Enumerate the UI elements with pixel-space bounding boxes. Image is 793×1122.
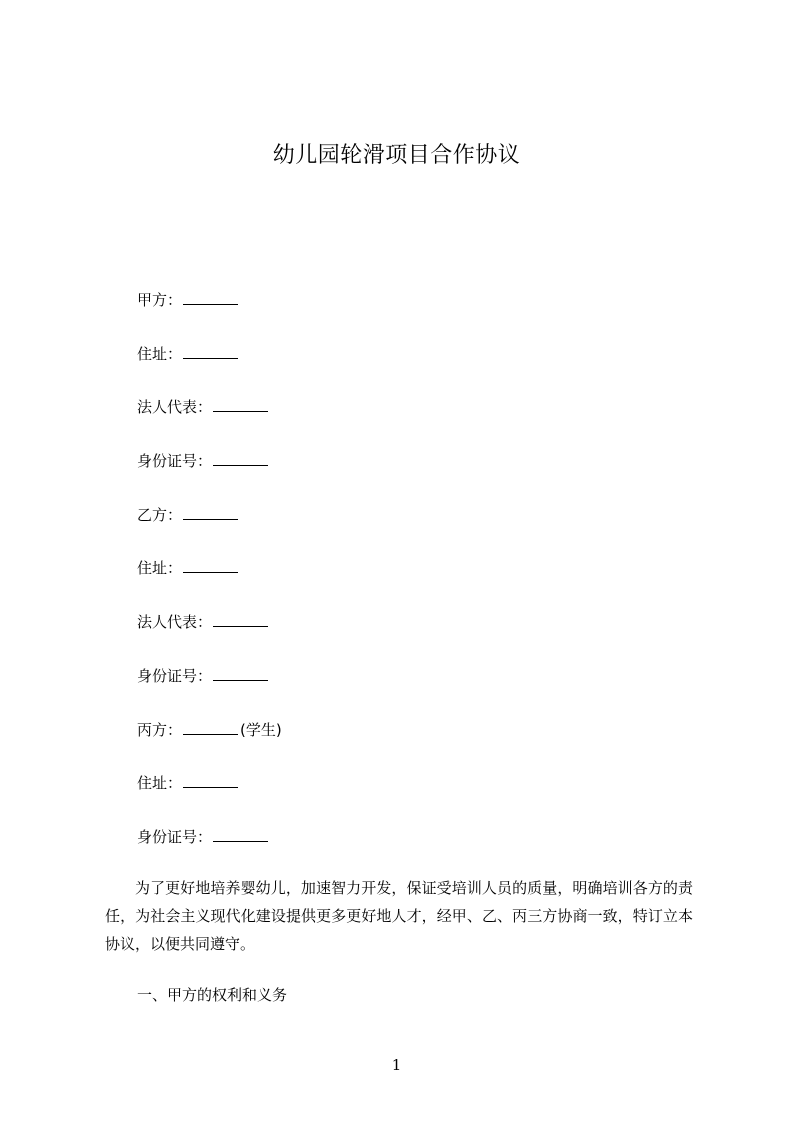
- field-label: 甲方：: [137, 291, 183, 309]
- document-title: 幼儿园轮滑项目合作协议: [272, 143, 521, 168]
- fill-in-blank: [183, 773, 238, 788]
- field-label: 丙方：: [137, 720, 183, 739]
- field-label: 住址：: [137, 344, 183, 363]
- party-field: [137, 289, 282, 343]
- fill-in-blank: [213, 451, 268, 466]
- fill-in-blank: [183, 720, 238, 735]
- party-field: [137, 665, 282, 719]
- field-suffix: (学生): [240, 720, 282, 739]
- field-label: 住址：: [137, 559, 183, 578]
- page-number: 1: [391, 1056, 402, 1074]
- field-label: 身份证号：: [137, 452, 213, 471]
- field-label: 乙方：: [137, 505, 183, 524]
- party-field: [137, 343, 282, 397]
- party-field: [137, 557, 282, 611]
- section-heading: 一、甲方的权利和义务: [137, 986, 288, 1004]
- fill-in-blank: [183, 558, 238, 573]
- field-label: 法人代表：: [137, 613, 213, 632]
- party-field: [137, 719, 282, 773]
- party-field: [137, 826, 282, 880]
- fill-in-blank: [213, 397, 268, 412]
- field-label: 法人代表：: [137, 398, 213, 417]
- field-label: 身份证号：: [137, 666, 213, 685]
- field-label: 身份证号：: [137, 827, 213, 846]
- fill-in-blank: [213, 666, 268, 681]
- field-label: 住址：: [137, 774, 183, 793]
- party-field: [137, 772, 282, 826]
- party-field: [137, 396, 282, 450]
- intro-paragraph: 为了更好地培养婴幼儿，加速智力开发，保证受培训人员的质量，明确培训各方的责任，为社会主义现代化建设提供更多更好地人才，经甲、乙、丙三方协商一致，特订立本协议，以便共同遵守。: [105, 879, 693, 953]
- fill-in-blank: [213, 827, 268, 842]
- fill-in-blank: [213, 612, 268, 627]
- party-field: [137, 504, 282, 558]
- fill-in-blank: [183, 505, 238, 520]
- party-field-list: [137, 289, 282, 880]
- party-field: [137, 611, 282, 665]
- party-field: [137, 450, 282, 504]
- fill-in-blank: [183, 290, 238, 305]
- fill-in-blank: [183, 344, 238, 359]
